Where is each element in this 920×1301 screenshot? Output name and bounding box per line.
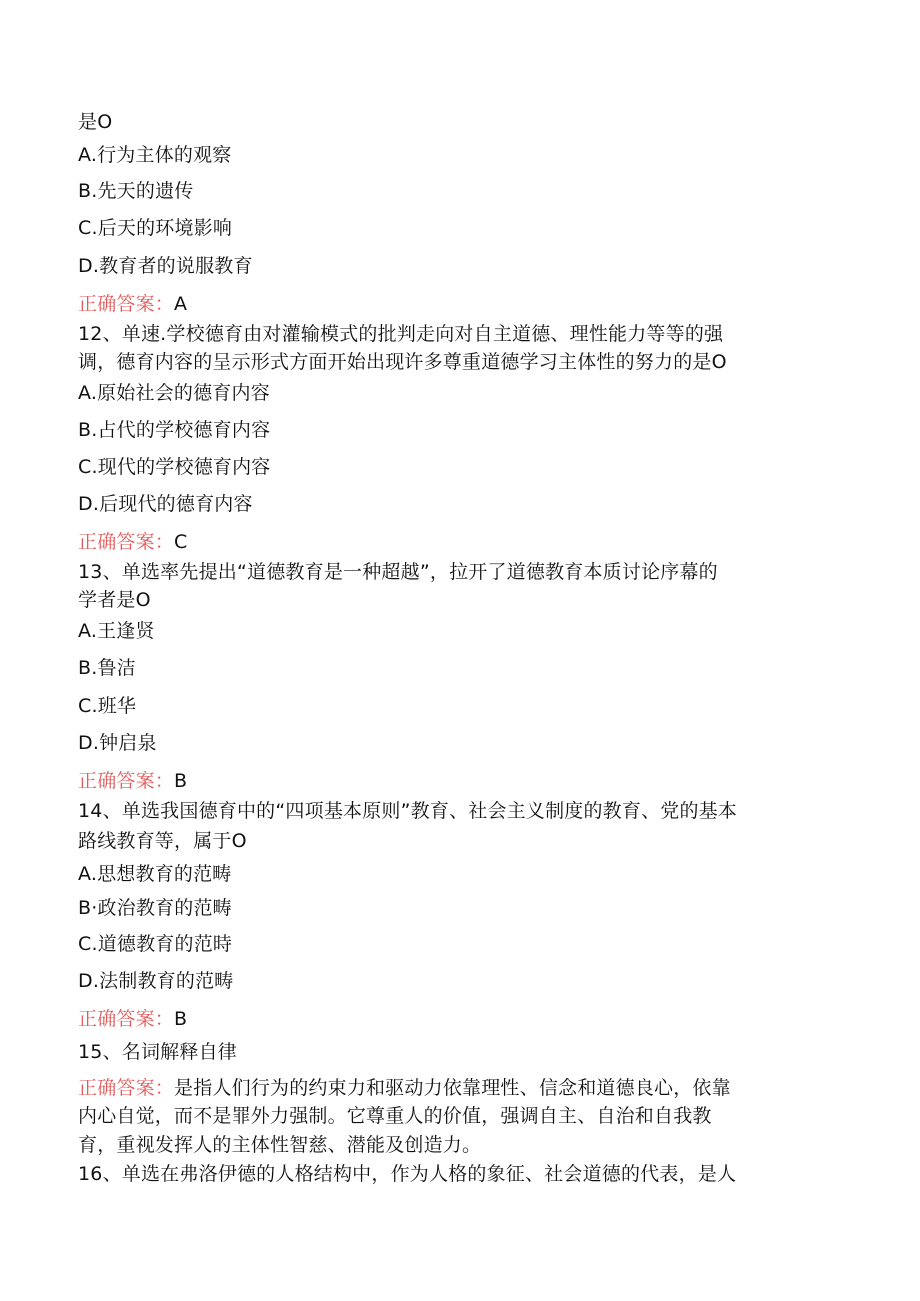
q13-option-b: B.鲁洁 [78, 657, 136, 679]
q11-option-b: B.先天的遗传 [78, 180, 194, 202]
q14-option-d: D.法制教育的范畴 [78, 970, 234, 992]
q13-option-d: D.钟启泉 [78, 732, 157, 754]
q13-answer [78, 769, 838, 793]
q14-answer [78, 1007, 838, 1031]
q15-answer-line3: 育，重视发挥人的主体性智慈、潜能及创造力。 [78, 1134, 482, 1156]
q13-option-a: A.王逢贤 [78, 620, 155, 642]
q11-option-d: D.教育者的说服教育 [78, 255, 253, 277]
question-14-stem-line2: 路线教育等，属于O [78, 830, 247, 852]
q12-option-c: C.现代的学校德育内容 [78, 456, 271, 478]
answer-value: 是指人们行为的约束力和驱动力依靠理性、信念和道德良心，依靠 [174, 1077, 731, 1099]
question-11-stem-tail: 是O [78, 111, 113, 133]
question-15-stem: 15、名词解释自律 [78, 1041, 237, 1063]
answer-value: B [174, 770, 188, 792]
question-12-stem-line2: 调，德育内容的呈示形式方面开始出现许多尊重道德学习主体性的努力的是O [78, 351, 727, 373]
q11-answer [78, 292, 838, 316]
question-13-stem-line2: 学者是O [78, 589, 151, 611]
q14-option-b: B·政治教育的范畴 [78, 897, 232, 919]
question-13-stem-line1: 13、单选率先提出“道德教育是一种超越”，拉开了道德教育本质讨论序幕的 [78, 561, 718, 583]
q14-option-c: C.道德教育的范時 [78, 933, 233, 955]
q11-option-c: C.后天的环境影响 [78, 217, 233, 239]
answer-value: C [174, 531, 188, 553]
answer-label: 正确答案： [78, 770, 175, 792]
answer-label: 正确答案： [78, 293, 175, 315]
q12-option-b: B.占代的学校德育内容 [78, 419, 271, 441]
answer-label: 正确答案： [78, 531, 175, 553]
q14-option-a: A.思想教育的范畴 [78, 863, 232, 885]
question-16-stem-line1: 16、单选在弗洛伊德的人格结构中，作为人格的象征、社会道德的代表，是人 [78, 1163, 737, 1185]
q15-answer-line2: 内心自觉，而不是罪外力强制。它尊重人的价值，强调自主、自治和自我教 [78, 1105, 712, 1127]
answer-value: A [174, 293, 188, 315]
answer-value: B [174, 1008, 188, 1030]
q12-answer [78, 530, 838, 554]
answer-label: 正确答案： [78, 1008, 175, 1030]
q12-option-d: D.后现代的德育内容 [78, 493, 253, 515]
q11-option-a: A.行为主体的观察 [78, 144, 232, 166]
answer-label: 正确答案： [78, 1077, 175, 1099]
q15-answer-line1 [78, 1076, 838, 1100]
question-14-stem-line1: 14、单选我国德育中的“四项基本原则”教育、社会主义制度的教育、党的基本 [78, 800, 738, 822]
q13-option-c: C.班华 [78, 695, 137, 717]
q12-option-a: A.原始社会的德育内容 [78, 382, 270, 404]
question-12-stem-line1: 12、单速.学校德育由对灌输模式的批判走向对自主道德、理性能力等等的强 [78, 323, 724, 345]
